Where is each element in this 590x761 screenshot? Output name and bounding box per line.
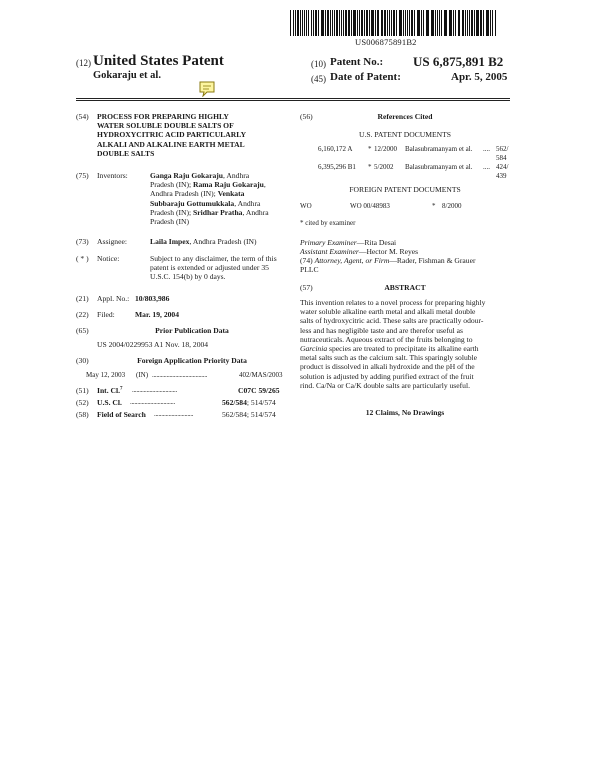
- us-code: (52): [76, 398, 89, 407]
- barcode-bar: [345, 10, 347, 36]
- inventor-location: Pradesh (IN);: [150, 207, 194, 217]
- field-label: Field of Search: [97, 410, 146, 419]
- abstract-line: [300, 353, 510, 362]
- barcode-bar: [444, 10, 445, 36]
- abstract-fragment: rind. Ca/Na or Ca/K double salts are particularly useful.: [300, 380, 470, 390]
- doc-kind-code: (12): [76, 58, 91, 68]
- abstract-line: [300, 316, 510, 325]
- foreign-heading: Foreign Application Priority Data: [137, 356, 247, 365]
- barcode-bar: [359, 10, 360, 36]
- inventor-line: [150, 208, 290, 217]
- doc-star: *: [368, 163, 372, 171]
- barcode-bar: [469, 10, 470, 36]
- barcode-bar: [384, 10, 385, 36]
- int-code: (51): [76, 386, 89, 395]
- abstract-fragment: metal salts such as the calcium salt. This sparingly soluble: [300, 353, 478, 363]
- assistant-label: Assistant Examiner: [300, 247, 359, 256]
- barcode-bar: [449, 10, 450, 36]
- barcode-bar: [407, 10, 408, 36]
- appl-code: (21): [76, 294, 89, 303]
- title-line: DOUBLE SALTS: [97, 148, 155, 158]
- appl-label: Appl. No.:: [97, 294, 130, 303]
- barcode-bar: [318, 10, 319, 36]
- barcode-bar: [311, 10, 312, 36]
- inventors-label: Inventors:: [97, 171, 128, 180]
- attorney-label: Attorney, Agent, or Firm: [314, 256, 390, 265]
- int-sup: 7: [120, 386, 123, 392]
- notice-text: [150, 254, 290, 282]
- abstract-fragment: salts of hydroxycitric acid. These salts are practically odour-: [300, 316, 484, 326]
- inventor-line: [150, 217, 290, 226]
- doc-number: 6,395,296 B1: [318, 163, 356, 171]
- barcode-bar: [437, 10, 438, 36]
- barcode-bar: [409, 10, 410, 36]
- barcode-bar: [290, 10, 291, 36]
- assignee-location: , Andhra Pradesh (IN): [189, 237, 257, 246]
- barcode-bar: [308, 10, 309, 36]
- inventor-name: Rama Raju Gokaraju: [193, 180, 264, 190]
- field-code: (58): [76, 410, 89, 419]
- us-value: [222, 398, 276, 407]
- barcode-bar: [492, 10, 493, 36]
- doc-class: 424/: [496, 163, 509, 171]
- barcode-bar: [486, 10, 487, 36]
- title-line: HYDROXYCITRIC ACID PARTICULARLY: [97, 130, 247, 140]
- barcode-bar: [387, 10, 388, 36]
- notice-line: Subject to any disclaimer, the term of this: [150, 254, 277, 263]
- barcode-bar: [371, 10, 372, 36]
- abstract-line: [300, 372, 510, 381]
- foreign-country: (IN): [136, 371, 149, 379]
- foreign-dots: ......................................: [152, 371, 208, 379]
- inventor-name: Subbaraju Gottumukkala: [150, 198, 235, 208]
- claims-summary: 12 Claims, No Drawings: [365, 408, 445, 417]
- header-rule: [76, 98, 510, 99]
- filed-value: Mar. 19, 2004: [135, 310, 180, 319]
- inventor-line: [150, 199, 290, 208]
- barcode-bar: [483, 10, 484, 36]
- doc-number: 6,160,172 A: [318, 145, 353, 153]
- primary-label: Primary Examiner: [300, 238, 357, 247]
- doc-star: *: [368, 145, 372, 153]
- doc-date: 5/2002: [374, 163, 394, 171]
- inventor-location: , Andhra: [234, 198, 261, 208]
- abstract-line: [300, 344, 510, 353]
- foreign-doc-date: 8/2000: [442, 202, 462, 210]
- abstract-fragment: species are treated to precipitate its alkaline earth: [327, 344, 479, 354]
- refs-code: (56): [300, 112, 313, 121]
- int-value: C07C 59/265: [238, 386, 280, 395]
- notice-line: patent is extended or adjusted under 35: [150, 263, 269, 273]
- assignee-label: Assignee:: [97, 237, 127, 246]
- barcode-bar: [364, 10, 365, 36]
- abstract-line: [300, 307, 510, 316]
- primary-value: —Rita Desai: [356, 238, 397, 247]
- publication-number: US006875891B2: [355, 37, 417, 47]
- barcode-bar: [439, 10, 440, 36]
- barcode-bar: [357, 10, 358, 36]
- abstract-line: [300, 335, 510, 344]
- barcode-bar: [366, 10, 367, 36]
- barcode-bar: [495, 10, 496, 36]
- barcode-bar: [391, 10, 392, 36]
- barcode-bar: [381, 10, 382, 36]
- doc-date: 12/2000: [374, 145, 397, 153]
- barcode-bar: [417, 10, 418, 36]
- inventor-location: , Andhra: [223, 171, 250, 180]
- abstract-fragment: product is dissolved in alkali hydroxide and the pH of the: [300, 362, 475, 372]
- abstract-code: (57): [300, 283, 313, 292]
- barcode-bar: [490, 10, 491, 36]
- barcode-bar: [293, 10, 294, 36]
- inventors-list: [150, 171, 290, 226]
- assignee-name: Laila Impex: [150, 237, 190, 246]
- barcode-bar: [353, 10, 354, 36]
- doc-subclass: 439: [496, 172, 507, 180]
- barcode-bar: [423, 10, 424, 36]
- doc-dots: ....: [483, 163, 490, 171]
- abstract-line: [300, 362, 510, 371]
- abstract-fragment: water soluble alkaline earth metal and alkali metal double: [300, 307, 476, 317]
- abstract-fragment: less and has negligible taste and are therefor useful as: [300, 325, 463, 335]
- header-rule-2: [76, 100, 510, 101]
- field-value: 562/584; 514/574: [222, 410, 276, 419]
- foreign-docs-heading: FOREIGN PATENT DOCUMENTS: [349, 185, 461, 194]
- date-value: Apr. 5, 2005: [451, 71, 508, 83]
- patent-office-title: United States Patent: [93, 53, 224, 69]
- barcode-bar: [474, 10, 475, 36]
- barcode-bar: [330, 10, 331, 36]
- assignee-code: (73): [76, 237, 89, 246]
- doc-class: 562/: [496, 145, 509, 153]
- abstract-fragment: solution is adjusted by adding purified extract of the fruit: [300, 371, 474, 381]
- assistant-examiner: [300, 247, 418, 256]
- inventor-location: Pradesh (IN): [150, 217, 190, 227]
- barcode-bar: [325, 10, 326, 36]
- date-code: (45): [311, 74, 326, 84]
- us-docs-heading: U.S. PATENT DOCUMENTS: [359, 130, 451, 139]
- doc-dots: ....: [483, 145, 490, 153]
- barcode-bar: [327, 10, 329, 36]
- patent-no-value: US 6,875,891 B2: [413, 54, 504, 69]
- barcode-bar: [459, 10, 460, 36]
- abstract-fragment: nutraceuticals. Aqueous extract of the fruits belonging to: [300, 334, 473, 344]
- assistant-value: —Hector M. Reyes: [358, 247, 419, 256]
- int-label-wrap: [97, 386, 123, 395]
- us-value-main: 562/584: [222, 398, 247, 407]
- barcode-bar: [487, 10, 488, 36]
- us-label: U.S. Cl.: [97, 398, 122, 407]
- notice-label: Notice:: [97, 254, 120, 263]
- barcode-bar: [435, 10, 436, 36]
- barcode-bar: [400, 10, 401, 36]
- attorney-value-2: PLLC: [300, 265, 319, 274]
- inventor-location: Pradesh (IN);: [150, 180, 194, 190]
- barcode-bar: [343, 10, 344, 36]
- barcode-bar: [300, 10, 301, 36]
- title-line: PROCESS FOR PREPARING HIGHLY: [97, 112, 229, 121]
- doc-name: Balasubramanyam et al.: [405, 163, 473, 171]
- barcode-bar: [313, 10, 314, 36]
- inventor-line: [150, 171, 290, 180]
- barcode-bar: [453, 10, 454, 36]
- barcode-bar: [306, 10, 307, 36]
- doc-name: Balasubramanyam et al.: [405, 145, 473, 153]
- title-code: (54): [76, 112, 89, 121]
- barcode-bar: [421, 10, 422, 36]
- title-line: ALKALI AND ALKALINE EARTH METAL: [97, 139, 245, 149]
- attorney-value: —Rader, Fishman & Grauer: [389, 256, 476, 265]
- prior-line: US 2004/0229953 A1 Nov. 18, 2004: [97, 340, 209, 349]
- foreign-date: May 12, 2003: [86, 371, 126, 379]
- foreign-doc-country: WO: [300, 202, 312, 210]
- barcode-bar: [348, 10, 349, 36]
- int-dots: ...............................: [132, 386, 177, 394]
- barcode-bar: [315, 10, 317, 36]
- barcode-bar: [418, 10, 419, 36]
- abstract-line: [300, 381, 510, 390]
- abstract-line: [300, 326, 510, 335]
- barcode-bar: [389, 10, 390, 36]
- refs-heading: References Cited: [377, 112, 433, 121]
- barcode-bar: [477, 10, 478, 36]
- abstract-heading: ABSTRACT: [384, 283, 426, 292]
- barcode-bar: [458, 10, 459, 36]
- prior-heading: Prior Publication Data: [155, 326, 229, 335]
- barcode-bar: [396, 10, 397, 36]
- barcode-bar: [393, 10, 395, 36]
- foreign-code: (30): [76, 356, 89, 365]
- barcode-bar: [332, 10, 333, 36]
- barcode-bar: [431, 10, 432, 36]
- abstract-genus: Garcinia: [300, 344, 328, 354]
- us-dots: ...............................: [130, 398, 175, 406]
- barcode-bar: [403, 10, 404, 36]
- inventor-name: Ganga Raju Gokaraju: [150, 171, 223, 180]
- inventor-name: Sridhar Pratha: [193, 207, 243, 217]
- barcode-bar: [334, 10, 335, 36]
- primary-examiner: [300, 238, 396, 247]
- barcode-bar: [445, 10, 447, 36]
- barcode-bar: [427, 10, 429, 36]
- notice-code: ( * ): [76, 254, 89, 263]
- foreign-number: 402/MAS/2003: [239, 371, 283, 379]
- barcode-bar: [432, 10, 433, 36]
- inventors-code: (75): [76, 171, 89, 180]
- barcode-bar: [399, 10, 400, 36]
- barcode-bar: [375, 10, 376, 36]
- barcode-bar: [369, 10, 370, 36]
- barcode-bar: [297, 10, 299, 36]
- inventor-location: , Andhra: [242, 207, 269, 217]
- applicant-name: Gokaraju et al.: [93, 70, 161, 81]
- inventor-location: Andhra Pradesh (IN);: [150, 189, 218, 199]
- doc-subclass: 584: [496, 154, 507, 162]
- barcode-bar: [467, 10, 468, 36]
- barcode-bar: [426, 10, 427, 36]
- patent-no-code: (10): [311, 59, 326, 69]
- barcode-bar: [471, 10, 472, 36]
- barcode-bar: [339, 10, 340, 36]
- barcode-bar: [336, 10, 337, 36]
- filed-code: (22): [76, 310, 89, 319]
- foreign-doc-star: *: [432, 202, 436, 210]
- barcode-bar: [455, 10, 456, 36]
- barcode-bar: [354, 10, 355, 36]
- abstract-fragment: This invention relates to a novel process for preparing highly: [300, 298, 486, 307]
- barcode-bar: [441, 10, 442, 36]
- invention-title: [97, 112, 287, 158]
- date-label: Date of Patent:: [330, 71, 401, 83]
- attorney: [300, 256, 475, 265]
- barcode-bar: [480, 10, 482, 36]
- speech-bubble-icon[interactable]: [198, 81, 216, 97]
- patent-no-label: Patent No.:: [330, 56, 384, 68]
- barcode-bar: [411, 10, 413, 36]
- assignee-value: [150, 237, 300, 246]
- barcode-bar: [414, 10, 415, 36]
- attorney-code: (74): [300, 256, 313, 265]
- barcode-bar: [361, 10, 363, 36]
- barcode-bar: [405, 10, 406, 36]
- inventor-line: [150, 180, 290, 189]
- barcode-bar: [304, 10, 305, 36]
- barcode-bar: [462, 10, 464, 36]
- barcode-bar: [351, 10, 352, 36]
- prior-code: (65): [76, 326, 89, 335]
- inventor-line: [150, 189, 290, 198]
- barcode-bar: [321, 10, 322, 36]
- field-dots: ...........................: [154, 410, 194, 418]
- barcode-bar: [341, 10, 342, 36]
- title-line: WATER SOLUBLE DOUBLE SALTS OF: [97, 121, 234, 131]
- barcode-bar: [382, 10, 383, 36]
- barcode-bar: [450, 10, 451, 36]
- inventor-location: ,: [263, 180, 266, 190]
- barcode-bar: [377, 10, 379, 36]
- notice-line: U.S.C. 154(b) by 0 days.: [150, 272, 226, 282]
- barcode: [290, 10, 496, 36]
- abstract-text: [300, 298, 510, 390]
- barcode-bar: [302, 10, 303, 36]
- us-value-rest: ; 514/574: [246, 398, 276, 407]
- int-label: Int. Cl.: [97, 386, 120, 395]
- barcode-bar: [476, 10, 477, 36]
- barcode-bar: [465, 10, 466, 36]
- appl-value: 10/803,986: [135, 294, 170, 303]
- barcode-bar: [295, 10, 296, 36]
- foreign-doc-number: WO 00/48983: [350, 202, 390, 210]
- barcode-bar: [322, 10, 323, 36]
- filed-label: Filed:: [97, 310, 115, 319]
- barcode-bar: [372, 10, 373, 36]
- cited-note: * cited by examiner: [300, 219, 356, 227]
- abstract-line: [300, 298, 510, 307]
- inventor-name: Venkata: [217, 189, 245, 199]
